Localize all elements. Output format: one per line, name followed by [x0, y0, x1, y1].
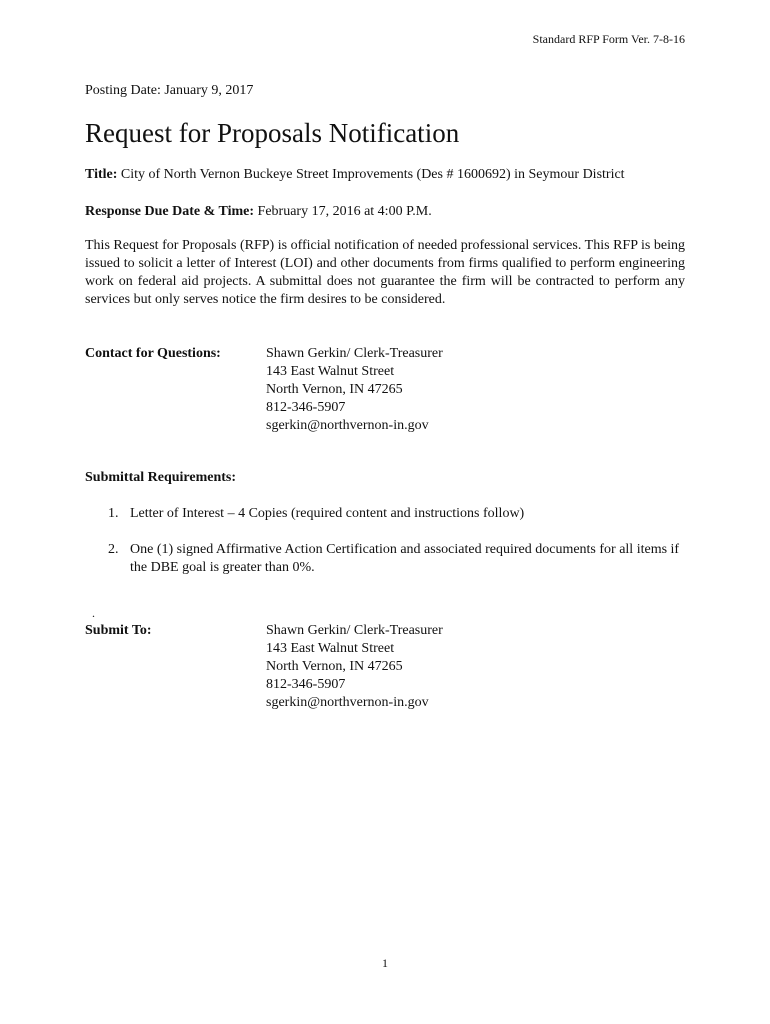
form-version-header: Standard RFP Form Ver. 7-8-16 — [532, 32, 685, 46]
response-due-value: February 17, 2016 at 4:00 P.M. — [257, 204, 432, 219]
contact-street: 143 East Walnut Street — [266, 364, 395, 379]
contact-address-block — [266, 345, 443, 435]
project-title-field — [85, 166, 625, 184]
submittal-requirements-list — [108, 505, 686, 595]
page-title: Request for Proposals Notification — [85, 118, 460, 148]
submit-name: Shawn Gerkin/ Clerk-Treasurer — [266, 623, 443, 638]
list-item-number: 2. — [108, 542, 119, 557]
contact-city: North Vernon, IN 47265 — [266, 382, 403, 397]
submit-to-address-block — [266, 622, 443, 712]
posting-date: Posting Date: January 9, 2017 — [85, 83, 254, 98]
project-title-label: Title: — [85, 167, 118, 182]
submit-to-label: Submit To: — [85, 623, 152, 638]
submit-email: sgerkin@northvernon-in.gov — [266, 695, 429, 710]
response-due-field — [85, 203, 432, 221]
list-item-text: One (1) signed Affirmative Action Certification and associated required documents for all items if the DBE goal is greater than 0%. — [130, 542, 680, 575]
contact-label: Contact for Questions: — [85, 346, 221, 361]
submittal-requirements-label: Submittal Requirements: — [85, 470, 237, 485]
stray-period: . — [92, 606, 95, 620]
project-title-value: City of North Vernon Buckeye Street Improvements (Des # 1600692) in Seymour District — [120, 167, 625, 182]
contact-name: Shawn Gerkin/ Clerk-Treasurer — [266, 346, 443, 361]
page-number: 1 — [382, 956, 388, 970]
intro-paragraph: This Request for Proposals (RFP) is official notification of needed professional services. This RFP is being issued to solicit a letter of Interest (LOI) and other documents from firms qualified to perform engineering work on federal aid projects. A submittal does not guarantee the firm will be contracted to perform any services but only serves notice the firm desires to be considered. — [85, 238, 685, 307]
submit-street: 143 East Walnut Street — [266, 641, 395, 656]
list-item-text: Letter of Interest – 4 Copies (required content and instructions follow) — [130, 506, 525, 521]
submit-city: North Vernon, IN 47265 — [266, 659, 403, 674]
contact-phone: 812-346-5907 — [266, 400, 346, 415]
list-item — [108, 505, 686, 523]
contact-email: sgerkin@northvernon-in.gov — [266, 418, 429, 433]
list-item-number: 1. — [108, 506, 119, 521]
response-due-label: Response Due Date & Time: — [85, 204, 255, 219]
submit-phone: 812-346-5907 — [266, 677, 346, 692]
list-item — [108, 541, 686, 577]
